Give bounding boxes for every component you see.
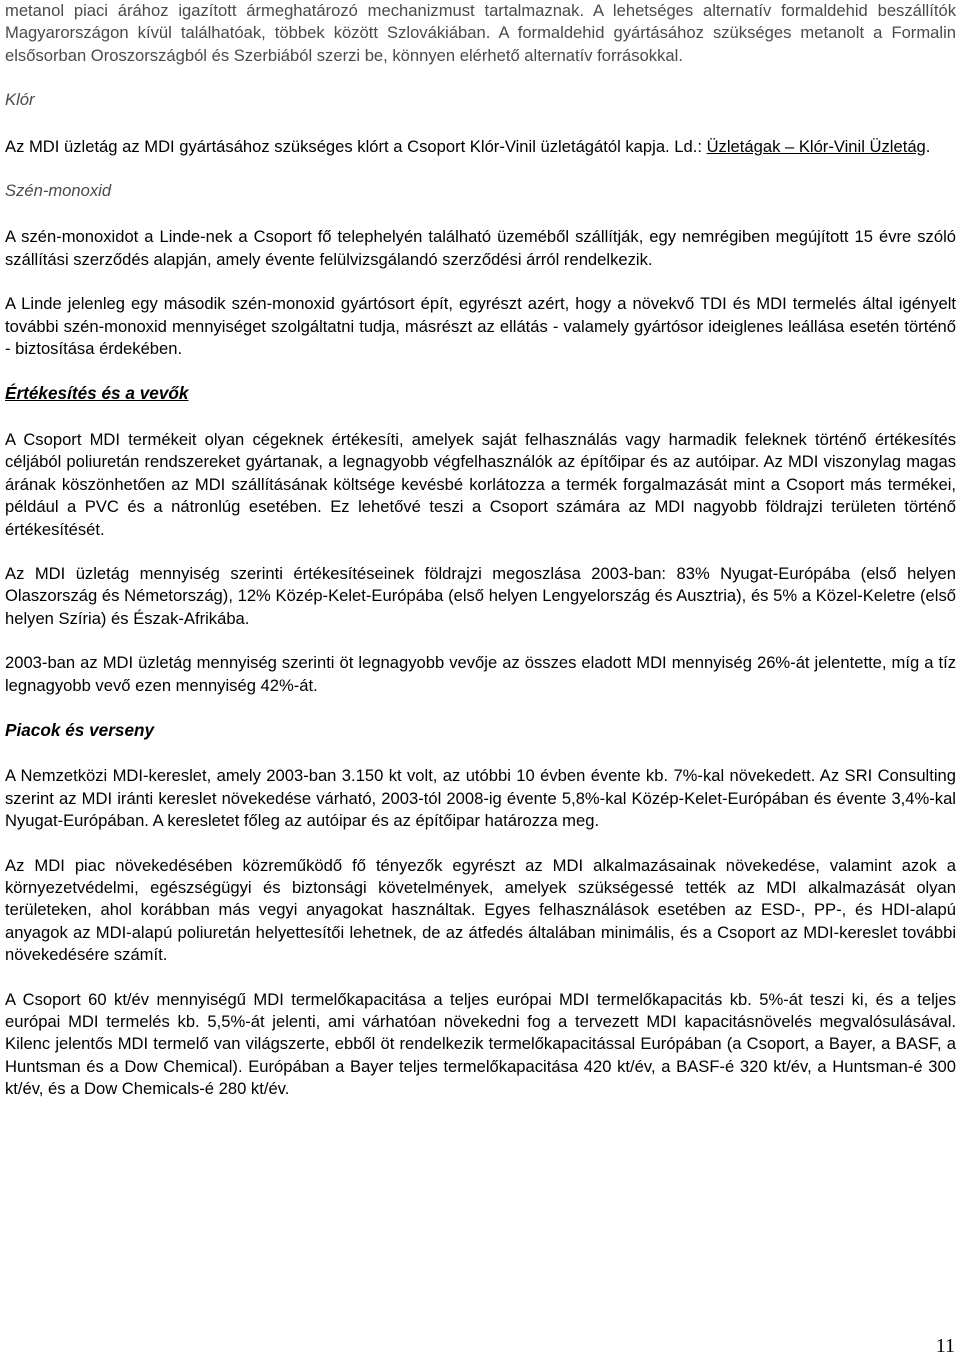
klor-text: Az MDI üzletág az MDI gyártásához szükséges klórt a Csoport Klór-Vinil üzletágától kapja. Ld.:	[5, 136, 707, 156]
page-number: 11	[935, 1335, 955, 1357]
klor-paragraph	[5, 136, 956, 158]
ertekesites-paragraph-3: 2003-ban az MDI üzletág mennyiség szerinti öt legnagyobb vevője az összes eladott MDI mennyiség 26%-át jelentette, míg a tíz legnagyobb vevő ezen mennyiség 42%-át.	[5, 653, 956, 695]
piacok-paragraph-3: A Csoport 60 kt/év mennyiségű MDI termelőkapacitása a teljes európai MDI termelőkapacitás kb. 5%-át teszi ki, és a teljes európai MDI termelés kb. 5,5%-át jelenti, ami várhatóan növekedni fog a tervezett MDI kapacitásnövelés megvalósulásával. Kilenc jelentős MDI termelő van világszerte, ebből öt rendelkezik termelőkapacitással Európában (a Csoport, a Bayer, a BASF, a Huntsman és a Dow Chemical). Európában a Bayer teljes termelőkapacitása 420 kt/év, a BASF-é 320 kt/év, a Huntsman-é 300 kt/év, és a Dow Chemicals-é 280 kt/év.	[5, 989, 956, 1099]
document-page	[5, 0, 956, 1101]
piacok-paragraph-2: Az MDI piac növekedésében közreműködő fő tényezők egyrészt az MDI alkalmazásainak növekedése, valamint azok a környezetvédelmi, egészségügyi és biztonsági követelmények, amelyek szükségessé tették az MDI alkalmazását olyan területeken, ahol korábban más vegyi anyagokat használtak. Egyes felhasználások esetében az ESD-, PP-, és HDI-alapú anyagok az MDI-alapú poliuretán helyettesítői lehetnek, de az átfedés általában minimális, és a Csoport az MDI-kereslet további növekedésére számít.	[5, 855, 956, 965]
klor-heading: Klór	[5, 90, 35, 110]
ertekesites-paragraph-1: A Csoport MDI termékeit olyan cégeknek értékesíti, amelyek saját felhasználás vagy harmadik feleknek történő értékesítés céljából poliuretán rendszereket gyártanak, a legnagyobb végfelhasználók az építőipar és az autóipar. Az MDI viszonylag magas árának köszönhetően az MDI szállításának költsége kevésbé korlátozza a termék forgalmazását mint a Csoport más termékei, például a PVC és a nátronlúg esetében. Ez lehetővé teszi a Csoport számára az MDI nagyobb földrajzi területen történő értékesítését.	[5, 429, 956, 539]
piacok-heading: Piacok és verseny	[5, 719, 155, 740]
klor-vinil-link[interactable]: Üzletágak – Klór-Vinil Üzletág	[706, 136, 926, 156]
intro-paragraph: metanol piaci árához igazított ármeghatározó mechanizmust tartalmaznak. A lehetséges alternatív formaldehid beszállítók Magyarországon kívül találhatóak, többek között Szlovákiában. A formaldehid gyártásához szükséges metanolt a Formalin elsősorban Oroszországból és Szerbiából szerzi be, könnyen elérhető alternatív forrásokkal.	[5, 1, 956, 65]
szen-monoxid-paragraph-2: A Linde jelenleg egy második szén-monoxid gyártósort épít, egyrészt azért, hogy a növekvő TDI és MDI termelés által igényelt további szén-monoxid mennyiséget szolgáltatni tudja, másrészt az ellátás - valamely gyártósor ideiglenes leállása esetén történő - biztosítása érdekében.	[5, 294, 956, 359]
ertekesites-heading: Értékesítés és a vevők	[5, 383, 189, 404]
piacok-paragraph-1: A Nemzetközi MDI-kereslet, amely 2003-ban 3.150 kt volt, az utóbbi 10 évben évente kb. 7%-kal növekedett. Az SRI Consulting szerint az MDI iránti kereslet növekedése várható, 2003-tól 2008-ig évente 5,8%-kal Közép-Kelet-Európában és évente 3,4%-kal Nyugat-Európában. A keresletet főleg az autóipar és az építőipar határozza meg.	[5, 766, 956, 831]
klor-text-end: .	[925, 136, 931, 156]
ertekesites-paragraph-2: Az MDI üzletág mennyiség szerinti értékesítéseinek földrajzi megoszlása 2003-ban: 83% Nyugat-Európába (első helyen Olaszország és Németország), 12% Közép-Kelet-Európába (első helyen Lengyelország és Ausztria), és 5% a Közel-Keletre (első helyen Szíria) és Észak-Afrikába.	[5, 563, 956, 628]
szen-monoxid-heading: Szén-monoxid	[5, 181, 112, 201]
szen-monoxid-paragraph-1: A szén-monoxidot a Linde-nek a Csoport fő telephelyén található üzeméből szállítják, egy nemrégiben megújított 15 évre szóló szállítási szerződés alapján, amely évente felülvizsgálandó szerződési árról rendelkezik.	[5, 227, 956, 269]
